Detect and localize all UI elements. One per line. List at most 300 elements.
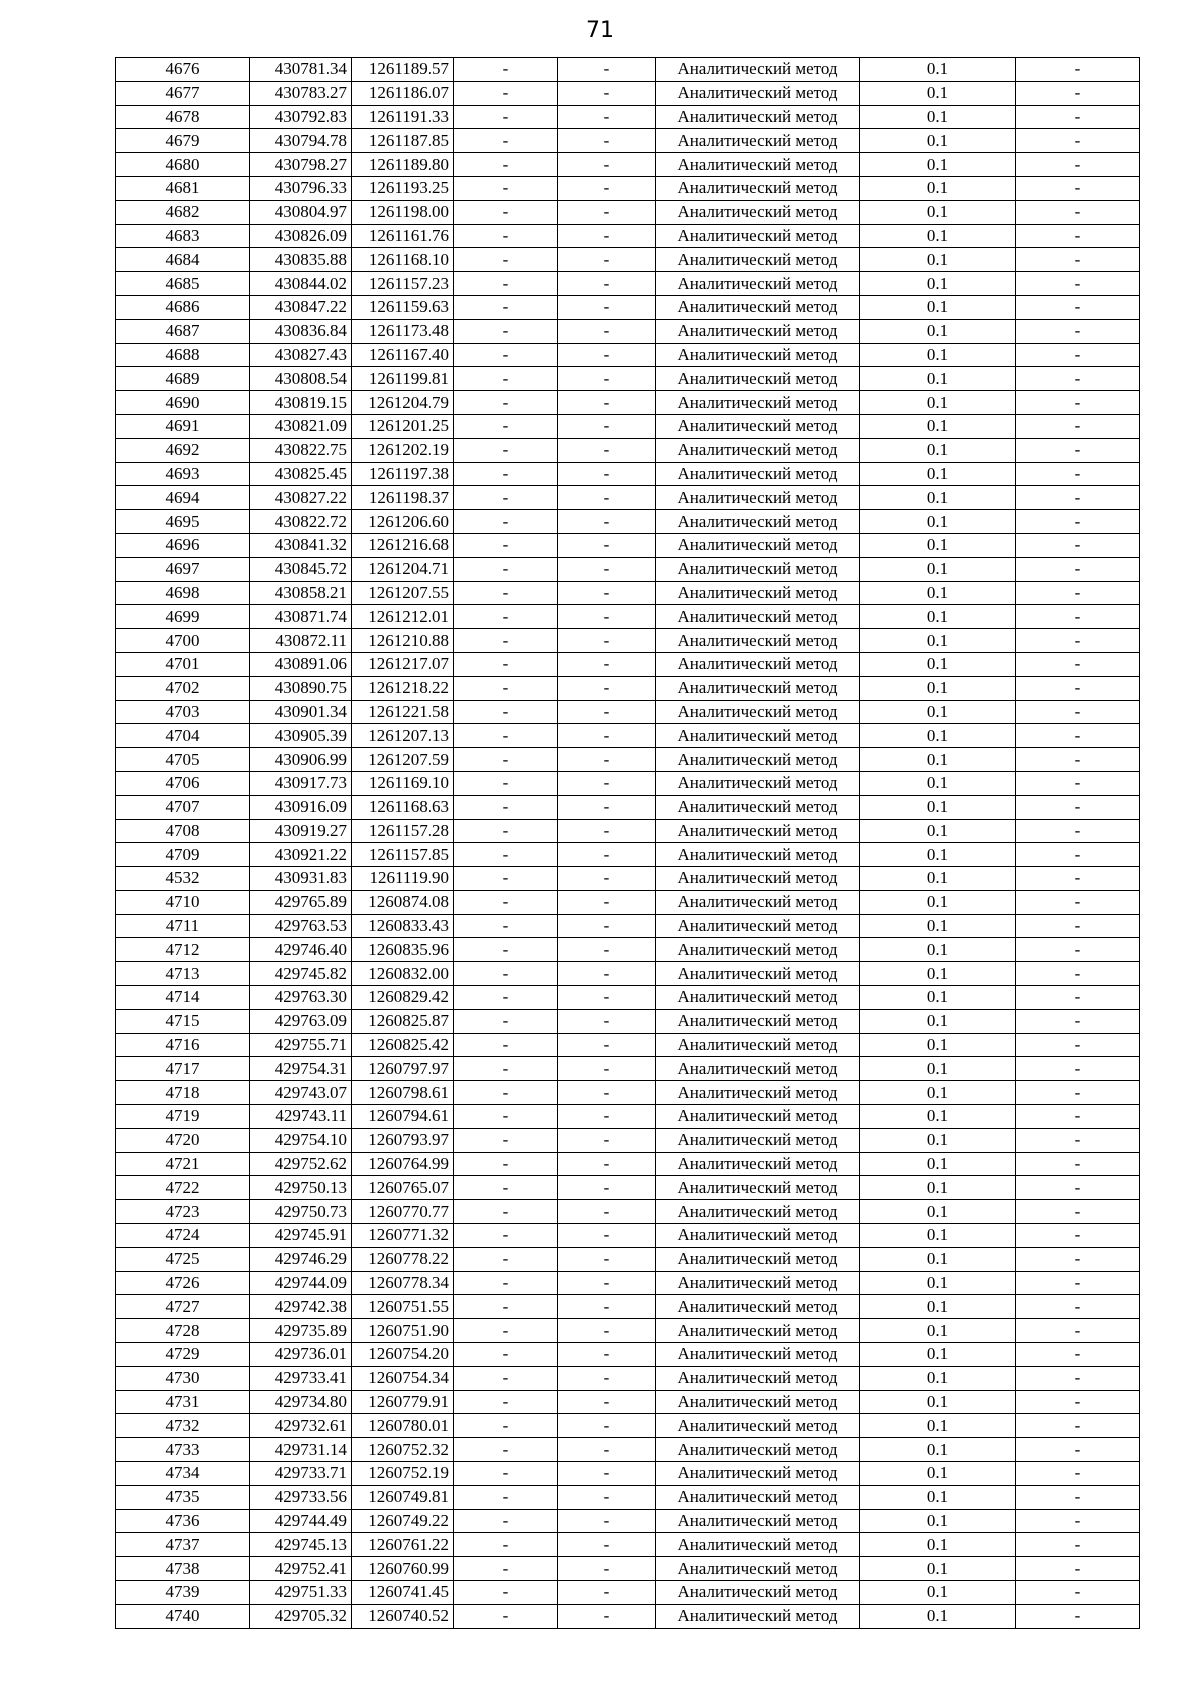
x-coordinate-cell: 429742.38 bbox=[250, 1295, 352, 1319]
y-coordinate-cell: 1261207.55 bbox=[352, 581, 454, 605]
method-cell: Аналитический метод bbox=[656, 700, 860, 724]
method-cell: Аналитический метод bbox=[656, 1485, 860, 1509]
y-coordinate-cell: 1260764.99 bbox=[352, 1152, 454, 1176]
point-number-cell: 4695 bbox=[116, 510, 250, 534]
dash-cell: - bbox=[454, 700, 558, 724]
dash-cell: - bbox=[1016, 319, 1140, 343]
y-coordinate-cell: 1260749.81 bbox=[352, 1485, 454, 1509]
dash-cell: - bbox=[558, 367, 656, 391]
dash-cell: - bbox=[1016, 81, 1140, 105]
dash-cell: - bbox=[454, 581, 558, 605]
accuracy-cell: 0.1 bbox=[860, 105, 1016, 129]
x-coordinate-cell: 430792.83 bbox=[250, 105, 352, 129]
dash-cell: - bbox=[558, 176, 656, 200]
dash-cell: - bbox=[1016, 843, 1140, 867]
dash-cell: - bbox=[558, 1247, 656, 1271]
dash-cell: - bbox=[454, 1438, 558, 1462]
dash-cell: - bbox=[558, 462, 656, 486]
y-coordinate-cell: 1260741.45 bbox=[352, 1581, 454, 1605]
y-coordinate-cell: 1260874.08 bbox=[352, 890, 454, 914]
accuracy-cell: 0.1 bbox=[860, 605, 1016, 629]
dash-cell: - bbox=[1016, 1462, 1140, 1486]
table-row bbox=[116, 962, 1140, 986]
method-cell: Аналитический метод bbox=[656, 414, 860, 438]
dash-cell: - bbox=[558, 1581, 656, 1605]
table-row bbox=[116, 153, 1140, 177]
dash-cell: - bbox=[454, 1152, 558, 1176]
x-coordinate-cell: 430825.45 bbox=[250, 462, 352, 486]
dash-cell: - bbox=[1016, 272, 1140, 296]
x-coordinate-cell: 429765.89 bbox=[250, 890, 352, 914]
table-row bbox=[116, 605, 1140, 629]
dash-cell: - bbox=[454, 1128, 558, 1152]
dash-cell: - bbox=[1016, 795, 1140, 819]
table-row bbox=[116, 795, 1140, 819]
dash-cell: - bbox=[454, 1581, 558, 1605]
method-cell: Аналитический метод bbox=[656, 462, 860, 486]
point-number-cell: 4739 bbox=[116, 1581, 250, 1605]
y-coordinate-cell: 1261201.25 bbox=[352, 414, 454, 438]
accuracy-cell: 0.1 bbox=[860, 1271, 1016, 1295]
y-coordinate-cell: 1260794.61 bbox=[352, 1105, 454, 1129]
table-row bbox=[116, 652, 1140, 676]
point-number-cell: 4716 bbox=[116, 1033, 250, 1057]
table-row bbox=[116, 700, 1140, 724]
x-coordinate-cell: 430808.54 bbox=[250, 367, 352, 391]
method-cell: Аналитический метод bbox=[656, 771, 860, 795]
dash-cell: - bbox=[454, 795, 558, 819]
accuracy-cell: 0.1 bbox=[860, 557, 1016, 581]
method-cell: Аналитический метод bbox=[656, 938, 860, 962]
table-row bbox=[116, 914, 1140, 938]
point-number-cell: 4691 bbox=[116, 414, 250, 438]
accuracy-cell: 0.1 bbox=[860, 1438, 1016, 1462]
dash-cell: - bbox=[558, 486, 656, 510]
method-cell: Аналитический метод bbox=[656, 986, 860, 1010]
method-cell: Аналитический метод bbox=[656, 1105, 860, 1129]
y-coordinate-cell: 1260793.97 bbox=[352, 1128, 454, 1152]
accuracy-cell: 0.1 bbox=[860, 1033, 1016, 1057]
dash-cell: - bbox=[558, 1414, 656, 1438]
x-coordinate-cell: 429763.09 bbox=[250, 1009, 352, 1033]
table-row bbox=[116, 129, 1140, 153]
x-coordinate-cell: 429763.53 bbox=[250, 914, 352, 938]
dash-cell: - bbox=[558, 1485, 656, 1509]
x-coordinate-cell: 430804.97 bbox=[250, 200, 352, 224]
y-coordinate-cell: 1261199.81 bbox=[352, 367, 454, 391]
dash-cell: - bbox=[454, 724, 558, 748]
y-coordinate-cell: 1261189.80 bbox=[352, 153, 454, 177]
dash-cell: - bbox=[454, 176, 558, 200]
method-cell: Аналитический метод bbox=[656, 1224, 860, 1248]
x-coordinate-cell: 429752.62 bbox=[250, 1152, 352, 1176]
point-number-cell: 4730 bbox=[116, 1366, 250, 1390]
table-row bbox=[116, 890, 1140, 914]
dash-cell: - bbox=[454, 1414, 558, 1438]
dash-cell: - bbox=[454, 81, 558, 105]
dash-cell: - bbox=[1016, 771, 1140, 795]
method-cell: Аналитический метод bbox=[656, 58, 860, 82]
method-cell: Аналитический метод bbox=[656, 1366, 860, 1390]
accuracy-cell: 0.1 bbox=[860, 343, 1016, 367]
x-coordinate-cell: 430916.09 bbox=[250, 795, 352, 819]
accuracy-cell: 0.1 bbox=[860, 58, 1016, 82]
table-row bbox=[116, 819, 1140, 843]
dash-cell: - bbox=[454, 1462, 558, 1486]
dash-cell: - bbox=[454, 890, 558, 914]
point-number-cell: 4719 bbox=[116, 1105, 250, 1129]
x-coordinate-cell: 430827.43 bbox=[250, 343, 352, 367]
dash-cell: - bbox=[1016, 224, 1140, 248]
table-row bbox=[116, 295, 1140, 319]
accuracy-cell: 0.1 bbox=[860, 414, 1016, 438]
dash-cell: - bbox=[1016, 1343, 1140, 1367]
method-cell: Аналитический метод bbox=[656, 1557, 860, 1581]
table-row bbox=[116, 1057, 1140, 1081]
dash-cell: - bbox=[454, 605, 558, 629]
dash-cell: - bbox=[454, 462, 558, 486]
table-row bbox=[116, 771, 1140, 795]
dash-cell: - bbox=[454, 295, 558, 319]
dash-cell: - bbox=[454, 914, 558, 938]
y-coordinate-cell: 1260832.00 bbox=[352, 962, 454, 986]
y-coordinate-cell: 1261221.58 bbox=[352, 700, 454, 724]
y-coordinate-cell: 1261191.33 bbox=[352, 105, 454, 129]
accuracy-cell: 0.1 bbox=[860, 1081, 1016, 1105]
table-row bbox=[116, 533, 1140, 557]
point-number-cell: 4690 bbox=[116, 391, 250, 415]
dash-cell: - bbox=[454, 962, 558, 986]
dash-cell: - bbox=[558, 1009, 656, 1033]
method-cell: Аналитический метод bbox=[656, 176, 860, 200]
point-number-cell: 4679 bbox=[116, 129, 250, 153]
dash-cell: - bbox=[1016, 510, 1140, 534]
point-number-cell: 4532 bbox=[116, 867, 250, 891]
dash-cell: - bbox=[454, 819, 558, 843]
point-number-cell: 4706 bbox=[116, 771, 250, 795]
method-cell: Аналитический метод bbox=[656, 153, 860, 177]
dash-cell: - bbox=[558, 81, 656, 105]
point-number-cell: 4733 bbox=[116, 1438, 250, 1462]
point-number-cell: 4700 bbox=[116, 629, 250, 653]
dash-cell: - bbox=[558, 200, 656, 224]
dash-cell: - bbox=[1016, 414, 1140, 438]
method-cell: Аналитический метод bbox=[656, 914, 860, 938]
dash-cell: - bbox=[454, 1224, 558, 1248]
dash-cell: - bbox=[454, 557, 558, 581]
method-cell: Аналитический метод bbox=[656, 1176, 860, 1200]
point-number-cell: 4718 bbox=[116, 1081, 250, 1105]
x-coordinate-cell: 429754.31 bbox=[250, 1057, 352, 1081]
dash-cell: - bbox=[1016, 1581, 1140, 1605]
dash-cell: - bbox=[558, 1557, 656, 1581]
accuracy-cell: 0.1 bbox=[860, 676, 1016, 700]
dash-cell: - bbox=[454, 533, 558, 557]
dash-cell: - bbox=[558, 795, 656, 819]
y-coordinate-cell: 1261187.85 bbox=[352, 129, 454, 153]
point-number-cell: 4736 bbox=[116, 1509, 250, 1533]
accuracy-cell: 0.1 bbox=[860, 1414, 1016, 1438]
x-coordinate-cell: 429736.01 bbox=[250, 1343, 352, 1367]
dash-cell: - bbox=[1016, 867, 1140, 891]
dash-cell: - bbox=[558, 1390, 656, 1414]
dash-cell: - bbox=[558, 1319, 656, 1343]
dash-cell: - bbox=[454, 248, 558, 272]
dash-cell: - bbox=[454, 129, 558, 153]
method-cell: Аналитический метод bbox=[656, 676, 860, 700]
method-cell: Аналитический метод bbox=[656, 1604, 860, 1628]
dash-cell: - bbox=[1016, 1366, 1140, 1390]
dash-cell: - bbox=[1016, 1509, 1140, 1533]
dash-cell: - bbox=[454, 771, 558, 795]
table-row bbox=[116, 414, 1140, 438]
y-coordinate-cell: 1261216.68 bbox=[352, 533, 454, 557]
accuracy-cell: 0.1 bbox=[860, 1152, 1016, 1176]
y-coordinate-cell: 1261207.13 bbox=[352, 724, 454, 748]
method-cell: Аналитический метод bbox=[656, 105, 860, 129]
dash-cell: - bbox=[1016, 1271, 1140, 1295]
dash-cell: - bbox=[1016, 605, 1140, 629]
table-row bbox=[116, 105, 1140, 129]
point-number-cell: 4722 bbox=[116, 1176, 250, 1200]
dash-cell: - bbox=[1016, 724, 1140, 748]
x-coordinate-cell: 429733.71 bbox=[250, 1462, 352, 1486]
x-coordinate-cell: 430826.09 bbox=[250, 224, 352, 248]
method-cell: Аналитический метод bbox=[656, 1438, 860, 1462]
accuracy-cell: 0.1 bbox=[860, 486, 1016, 510]
table-row bbox=[116, 1557, 1140, 1581]
dash-cell: - bbox=[558, 843, 656, 867]
dash-cell: - bbox=[1016, 1438, 1140, 1462]
x-coordinate-cell: 430845.72 bbox=[250, 557, 352, 581]
dash-cell: - bbox=[1016, 438, 1140, 462]
x-coordinate-cell: 429745.82 bbox=[250, 962, 352, 986]
table-row bbox=[116, 248, 1140, 272]
dash-cell: - bbox=[454, 343, 558, 367]
accuracy-cell: 0.1 bbox=[860, 843, 1016, 867]
table-row bbox=[116, 438, 1140, 462]
dash-cell: - bbox=[1016, 1390, 1140, 1414]
point-number-cell: 4687 bbox=[116, 319, 250, 343]
dash-cell: - bbox=[558, 652, 656, 676]
dash-cell: - bbox=[1016, 557, 1140, 581]
dash-cell: - bbox=[558, 414, 656, 438]
dash-cell: - bbox=[1016, 1485, 1140, 1509]
accuracy-cell: 0.1 bbox=[860, 1343, 1016, 1367]
dash-cell: - bbox=[558, 1295, 656, 1319]
dash-cell: - bbox=[1016, 462, 1140, 486]
table-row bbox=[116, 1128, 1140, 1152]
dash-cell: - bbox=[558, 1604, 656, 1628]
dash-cell: - bbox=[454, 1105, 558, 1129]
point-number-cell: 4676 bbox=[116, 58, 250, 82]
accuracy-cell: 0.1 bbox=[860, 272, 1016, 296]
x-coordinate-cell: 430822.75 bbox=[250, 438, 352, 462]
table-row bbox=[116, 1271, 1140, 1295]
dash-cell: - bbox=[558, 510, 656, 534]
accuracy-cell: 0.1 bbox=[860, 1581, 1016, 1605]
accuracy-cell: 0.1 bbox=[860, 652, 1016, 676]
dash-cell: - bbox=[558, 272, 656, 296]
point-number-cell: 4740 bbox=[116, 1604, 250, 1628]
table-row bbox=[116, 176, 1140, 200]
accuracy-cell: 0.1 bbox=[860, 1485, 1016, 1509]
dash-cell: - bbox=[558, 629, 656, 653]
dash-cell: - bbox=[454, 986, 558, 1010]
point-number-cell: 4705 bbox=[116, 748, 250, 772]
dash-cell: - bbox=[558, 1509, 656, 1533]
dash-cell: - bbox=[454, 1247, 558, 1271]
dash-cell: - bbox=[558, 867, 656, 891]
dash-cell: - bbox=[1016, 295, 1140, 319]
y-coordinate-cell: 1260780.01 bbox=[352, 1414, 454, 1438]
method-cell: Аналитический метод bbox=[656, 1200, 860, 1224]
dash-cell: - bbox=[1016, 129, 1140, 153]
table-row bbox=[116, 1200, 1140, 1224]
dash-cell: - bbox=[1016, 1105, 1140, 1129]
dash-cell: - bbox=[1016, 367, 1140, 391]
method-cell: Аналитический метод bbox=[656, 748, 860, 772]
y-coordinate-cell: 1260779.91 bbox=[352, 1390, 454, 1414]
point-number-cell: 4697 bbox=[116, 557, 250, 581]
accuracy-cell: 0.1 bbox=[860, 962, 1016, 986]
dash-cell: - bbox=[454, 867, 558, 891]
x-coordinate-cell: 429745.91 bbox=[250, 1224, 352, 1248]
y-coordinate-cell: 1261218.22 bbox=[352, 676, 454, 700]
dash-cell: - bbox=[1016, 248, 1140, 272]
point-number-cell: 4699 bbox=[116, 605, 250, 629]
y-coordinate-cell: 1260740.52 bbox=[352, 1604, 454, 1628]
x-coordinate-cell: 430891.06 bbox=[250, 652, 352, 676]
dash-cell: - bbox=[1016, 581, 1140, 605]
accuracy-cell: 0.1 bbox=[860, 1057, 1016, 1081]
dash-cell: - bbox=[454, 1009, 558, 1033]
dash-cell: - bbox=[454, 1533, 558, 1557]
x-coordinate-cell: 430872.11 bbox=[250, 629, 352, 653]
dash-cell: - bbox=[454, 843, 558, 867]
accuracy-cell: 0.1 bbox=[860, 700, 1016, 724]
dash-cell: - bbox=[558, 700, 656, 724]
dash-cell: - bbox=[1016, 343, 1140, 367]
accuracy-cell: 0.1 bbox=[860, 367, 1016, 391]
accuracy-cell: 0.1 bbox=[860, 295, 1016, 319]
table-row bbox=[116, 1366, 1140, 1390]
method-cell: Аналитический метод bbox=[656, 1462, 860, 1486]
dash-cell: - bbox=[454, 1557, 558, 1581]
x-coordinate-cell: 430783.27 bbox=[250, 81, 352, 105]
point-number-cell: 4680 bbox=[116, 153, 250, 177]
dash-cell: - bbox=[558, 1366, 656, 1390]
dash-cell: - bbox=[558, 1533, 656, 1557]
x-coordinate-cell: 430847.22 bbox=[250, 295, 352, 319]
dash-cell: - bbox=[1016, 1533, 1140, 1557]
dash-cell: - bbox=[558, 1057, 656, 1081]
dash-cell: - bbox=[454, 1343, 558, 1367]
table-row bbox=[116, 1485, 1140, 1509]
method-cell: Аналитический метод bbox=[656, 343, 860, 367]
dash-cell: - bbox=[558, 58, 656, 82]
method-cell: Аналитический метод bbox=[656, 1152, 860, 1176]
y-coordinate-cell: 1261207.59 bbox=[352, 748, 454, 772]
dash-cell: - bbox=[454, 486, 558, 510]
point-number-cell: 4683 bbox=[116, 224, 250, 248]
accuracy-cell: 0.1 bbox=[860, 795, 1016, 819]
table-row bbox=[116, 867, 1140, 891]
accuracy-cell: 0.1 bbox=[860, 1295, 1016, 1319]
x-coordinate-cell: 429750.73 bbox=[250, 1200, 352, 1224]
dash-cell: - bbox=[558, 343, 656, 367]
y-coordinate-cell: 1261197.38 bbox=[352, 462, 454, 486]
table-row bbox=[116, 200, 1140, 224]
dash-cell: - bbox=[1016, 533, 1140, 557]
dash-cell: - bbox=[454, 652, 558, 676]
dash-cell: - bbox=[1016, 486, 1140, 510]
accuracy-cell: 0.1 bbox=[860, 748, 1016, 772]
table-row bbox=[116, 272, 1140, 296]
x-coordinate-cell: 429743.07 bbox=[250, 1081, 352, 1105]
accuracy-cell: 0.1 bbox=[860, 1105, 1016, 1129]
method-cell: Аналитический метод bbox=[656, 557, 860, 581]
table-row bbox=[116, 367, 1140, 391]
method-cell: Аналитический метод bbox=[656, 652, 860, 676]
dash-cell: - bbox=[558, 1128, 656, 1152]
y-coordinate-cell: 1260751.90 bbox=[352, 1319, 454, 1343]
x-coordinate-cell: 429705.32 bbox=[250, 1604, 352, 1628]
method-cell: Аналитический метод bbox=[656, 510, 860, 534]
x-coordinate-cell: 430906.99 bbox=[250, 748, 352, 772]
y-coordinate-cell: 1260754.34 bbox=[352, 1366, 454, 1390]
accuracy-cell: 0.1 bbox=[860, 200, 1016, 224]
y-coordinate-cell: 1260751.55 bbox=[352, 1295, 454, 1319]
dash-cell: - bbox=[454, 629, 558, 653]
dash-cell: - bbox=[1016, 105, 1140, 129]
dash-cell: - bbox=[454, 391, 558, 415]
point-number-cell: 4710 bbox=[116, 890, 250, 914]
dash-cell: - bbox=[558, 1176, 656, 1200]
method-cell: Аналитический метод bbox=[656, 867, 860, 891]
y-coordinate-cell: 1260770.77 bbox=[352, 1200, 454, 1224]
table-row bbox=[116, 1009, 1140, 1033]
method-cell: Аналитический метод bbox=[656, 486, 860, 510]
dash-cell: - bbox=[558, 248, 656, 272]
point-number-cell: 4712 bbox=[116, 938, 250, 962]
dash-cell: - bbox=[1016, 1604, 1140, 1628]
accuracy-cell: 0.1 bbox=[860, 510, 1016, 534]
dash-cell: - bbox=[454, 1200, 558, 1224]
accuracy-cell: 0.1 bbox=[860, 819, 1016, 843]
dash-cell: - bbox=[558, 1105, 656, 1129]
dash-cell: - bbox=[454, 105, 558, 129]
accuracy-cell: 0.1 bbox=[860, 1509, 1016, 1533]
dash-cell: - bbox=[1016, 391, 1140, 415]
dash-cell: - bbox=[1016, 676, 1140, 700]
dash-cell: - bbox=[1016, 1295, 1140, 1319]
y-coordinate-cell: 1260797.97 bbox=[352, 1057, 454, 1081]
method-cell: Аналитический метод bbox=[656, 129, 860, 153]
x-coordinate-cell: 429750.13 bbox=[250, 1176, 352, 1200]
table-row bbox=[116, 391, 1140, 415]
point-number-cell: 4702 bbox=[116, 676, 250, 700]
accuracy-cell: 0.1 bbox=[860, 1390, 1016, 1414]
method-cell: Аналитический метод bbox=[656, 1390, 860, 1414]
table-row bbox=[116, 938, 1140, 962]
dash-cell: - bbox=[1016, 1247, 1140, 1271]
y-coordinate-cell: 1261169.10 bbox=[352, 771, 454, 795]
y-coordinate-cell: 1261168.63 bbox=[352, 795, 454, 819]
x-coordinate-cell: 429744.09 bbox=[250, 1271, 352, 1295]
y-coordinate-cell: 1261204.79 bbox=[352, 391, 454, 415]
method-cell: Аналитический метод bbox=[656, 533, 860, 557]
